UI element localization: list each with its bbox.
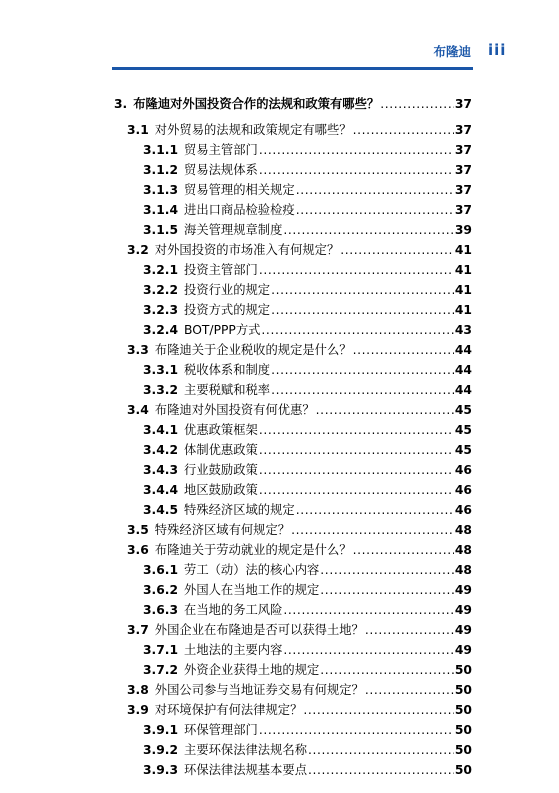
dot-leader — [353, 121, 454, 140]
toc-entry-title: 贸易管理的相关规定 — [184, 183, 295, 197]
toc-entry-title: 在当地的务工风险 — [184, 603, 283, 617]
dot-leader — [308, 761, 454, 780]
toc-entry-page: 39 — [454, 223, 472, 237]
dot-leader — [261, 321, 453, 340]
toc-entry-title: BOT/PPP方式 — [184, 323, 261, 337]
toc-entry-page: 50 — [454, 663, 472, 677]
toc-entry[interactable] — [143, 461, 472, 480]
toc-entry-number: 3.4.1 — [143, 423, 179, 437]
toc-entry[interactable] — [143, 221, 472, 240]
toc-entry-number: 3.6.3 — [143, 603, 179, 617]
toc-entry[interactable] — [143, 201, 472, 220]
toc-entry-page: 49 — [454, 623, 472, 637]
toc-entry-page: 50 — [454, 763, 472, 777]
toc-entry-title: 对外国投资的市场准入有何规定？ — [154, 243, 340, 257]
toc-entry-page: 46 — [454, 503, 472, 517]
toc-entry[interactable] — [143, 601, 472, 620]
dot-leader — [365, 621, 454, 640]
toc-entry-number: 3.7 — [127, 623, 149, 637]
toc-entry[interactable] — [143, 141, 472, 160]
toc-entry-page: 44 — [454, 363, 472, 377]
dot-leader — [259, 421, 454, 440]
toc-entry[interactable] — [127, 681, 472, 700]
dot-leader — [259, 461, 454, 480]
toc-entry[interactable] — [127, 401, 472, 420]
dot-leader — [296, 181, 454, 200]
dot-leader — [283, 641, 453, 660]
dot-leader — [283, 221, 453, 240]
dot-leader — [320, 561, 454, 580]
dot-leader — [271, 381, 454, 400]
toc-entry[interactable] — [143, 421, 472, 440]
toc-entry-page: 48 — [454, 563, 472, 577]
toc-entry-title: 贸易法规体系 — [184, 163, 258, 177]
toc-entry-number: 3.4.2 — [143, 443, 179, 457]
toc-entry-title: 地区鼓励政策 — [184, 483, 258, 497]
toc-entry-page: 46 — [454, 483, 472, 497]
toc-entry[interactable] — [143, 441, 472, 460]
toc-entry-title: 环保法律法规基本要点 — [184, 763, 307, 777]
dot-leader — [259, 481, 454, 500]
toc-entry-title: 外国人在当地工作的规定 — [184, 583, 320, 597]
toc-entry-number: 3.3 — [127, 343, 149, 357]
toc-entry[interactable] — [127, 541, 472, 560]
dot-leader — [296, 501, 454, 520]
dot-leader — [291, 521, 454, 540]
toc-entry-title: 体制优惠政策 — [184, 443, 258, 457]
toc-entry-number: 3.4 — [127, 403, 149, 417]
toc-entry[interactable] — [143, 321, 472, 340]
toc-entry-page: 49 — [454, 603, 472, 617]
toc-entry-title: 外资企业获得土地的规定 — [184, 663, 320, 677]
toc-entry-page: 49 — [454, 643, 472, 657]
toc-entry-page: 45 — [454, 443, 472, 457]
toc-entry-page: 45 — [454, 423, 472, 437]
toc-entry-number: 3.9 — [127, 703, 149, 717]
toc-entry-page: 48 — [454, 543, 472, 557]
toc-entry-page: 48 — [454, 523, 472, 537]
dot-leader — [271, 361, 454, 380]
toc-entry-number: 3.2 — [127, 243, 149, 257]
toc-entry-number: 3.7.2 — [143, 663, 179, 677]
toc-entry-page: 37 — [454, 163, 472, 177]
toc-entry-page: 37 — [454, 203, 472, 217]
toc-entry-page: 46 — [454, 463, 472, 477]
toc-entry-title: 特殊经济区域有何规定？ — [154, 523, 291, 537]
toc-entry[interactable] — [143, 561, 472, 580]
dot-leader — [296, 201, 454, 220]
toc-entry[interactable] — [143, 381, 472, 400]
dot-leader — [353, 541, 454, 560]
toc-entry-number: 3.3.1 — [143, 363, 179, 377]
toc-entry-number: 3.4.4 — [143, 483, 179, 497]
toc-entry[interactable] — [127, 521, 472, 540]
toc-entry-number: 3.1.3 — [143, 183, 179, 197]
dot-leader — [353, 341, 454, 360]
toc-entry[interactable] — [127, 701, 472, 720]
toc-entry-page: 37 — [454, 123, 472, 137]
toc-entry-number: 3.6 — [127, 543, 149, 557]
toc-entry-title: 投资方式的规定 — [184, 303, 271, 317]
toc-entry[interactable] — [127, 621, 472, 640]
toc-entry-page: 50 — [454, 743, 472, 757]
toc-entry-number: 3.2.4 — [143, 323, 179, 337]
toc-entry-number: 3.1.5 — [143, 223, 179, 237]
toc-entry-page: 44 — [454, 343, 472, 357]
toc-entry[interactable] — [127, 121, 472, 140]
dot-leader — [271, 301, 454, 320]
toc-entry-title: 投资行业的规定 — [184, 283, 271, 297]
dot-leader — [316, 401, 454, 420]
toc-entry[interactable] — [143, 281, 472, 300]
toc-entry-title: 布隆迪关于劳动就业的规定是什么？ — [154, 543, 352, 557]
header-title: 布隆迪 — [433, 44, 471, 59]
toc-entry-title: 外国公司参与当地证券交易有何规定？ — [154, 683, 364, 697]
toc-entry[interactable] — [143, 301, 472, 320]
toc-entry[interactable] — [143, 641, 472, 660]
toc-entry-title: 主要环保法律法规名称 — [184, 743, 307, 757]
dot-leader — [259, 721, 454, 740]
toc-entry-number: 3.2.1 — [143, 263, 179, 277]
toc-entry-title: 行业鼓励政策 — [184, 463, 258, 477]
toc-entry-number: 3.1.2 — [143, 163, 179, 177]
toc-entry-number: 3.7.1 — [143, 643, 179, 657]
toc-entry-number: 3.1.4 — [143, 203, 179, 217]
toc-entry[interactable] — [127, 241, 472, 260]
toc-entry[interactable] — [114, 95, 472, 114]
toc-entry[interactable] — [143, 181, 472, 200]
toc-entry-number: 3. — [114, 97, 128, 111]
toc-entry-number: 3.4.5 — [143, 503, 179, 517]
toc-entry-number: 3.1.1 — [143, 143, 179, 157]
toc-entry[interactable] — [143, 481, 472, 500]
toc-entry-number: 3.2.3 — [143, 303, 179, 317]
toc-entry-title: 土地法的主要内容 — [184, 643, 283, 657]
toc-entry-title: 布隆迪对外国投资合作的法规和政策有哪些？ — [133, 97, 380, 111]
toc-entry-page: 50 — [454, 723, 472, 737]
toc-entry-title: 特殊经济区域的规定 — [184, 503, 295, 517]
toc-entry-number: 3.5 — [127, 523, 149, 537]
toc-entry-page: 50 — [454, 703, 472, 717]
toc-entry[interactable] — [143, 761, 472, 780]
header-divider — [112, 67, 473, 70]
toc-entry-number: 3.6.2 — [143, 583, 179, 597]
dot-leader — [283, 601, 453, 620]
toc-entry-number: 3.8 — [127, 683, 149, 697]
toc-entry-title: 布隆迪关于企业税收的规定是什么？ — [154, 343, 352, 357]
toc-entry-page: 41 — [454, 303, 472, 317]
dot-leader — [365, 681, 454, 700]
toc-entry-title: 对环境保护有何法律规定？ — [154, 703, 303, 717]
toc-entry-page: 44 — [454, 383, 472, 397]
toc-entry-title: 布隆迪对外国投资有何优惠？ — [154, 403, 315, 417]
toc-entry-title: 优惠政策框架 — [184, 423, 258, 437]
toc-entry[interactable] — [143, 161, 472, 180]
toc-entry-title: 环保管理部门 — [184, 723, 258, 737]
dot-leader — [320, 661, 454, 680]
dot-leader — [259, 141, 454, 160]
dot-leader — [271, 281, 454, 300]
dot-leader — [340, 241, 454, 260]
toc-entry-number: 3.9.1 — [143, 723, 179, 737]
toc-entry-page: 45 — [454, 403, 472, 417]
toc-entry-page: 37 — [454, 97, 472, 111]
toc-entry-title: 投资主管部门 — [184, 263, 258, 277]
toc-entry-page: 50 — [454, 683, 472, 697]
toc-entry[interactable] — [143, 741, 472, 760]
toc-entry[interactable] — [143, 261, 472, 280]
dot-leader — [303, 701, 454, 720]
dot-leader — [259, 441, 454, 460]
toc-entry[interactable] — [143, 501, 472, 520]
toc-entry-title: 外国企业在布隆迪是否可以获得土地？ — [154, 623, 364, 637]
dot-leader — [380, 95, 454, 114]
toc-entry-page: 41 — [454, 283, 472, 297]
toc-entry-number: 3.9.2 — [143, 743, 179, 757]
dot-leader — [259, 161, 454, 180]
toc-entry[interactable] — [143, 721, 472, 740]
toc-entry-number: 3.3.2 — [143, 383, 179, 397]
toc-entry[interactable] — [143, 361, 472, 380]
toc-entry-page: 37 — [454, 143, 472, 157]
toc-entry-title: 对外贸易的法规和政策规定有哪些？ — [154, 123, 352, 137]
toc-entry-page: 43 — [454, 323, 472, 337]
toc-entry-title: 海关管理规章制度 — [184, 223, 283, 237]
toc-entry-page: 49 — [454, 583, 472, 597]
toc-entry-number: 3.6.1 — [143, 563, 179, 577]
dot-leader — [308, 741, 454, 760]
toc-entry[interactable] — [143, 661, 472, 680]
toc-entry-page: 41 — [454, 243, 472, 257]
toc-entry-number: 3.9.3 — [143, 763, 179, 777]
toc-entry-title: 税收体系和制度 — [184, 363, 271, 377]
toc-entry[interactable] — [143, 581, 472, 600]
toc-entry[interactable] — [127, 341, 472, 360]
toc-entry-title: 贸易主管部门 — [184, 143, 258, 157]
toc-entry-number: 3.4.3 — [143, 463, 179, 477]
toc-entry-number: 3.2.2 — [143, 283, 179, 297]
toc-entry-title: 进出口商品检验检疫 — [184, 203, 295, 217]
toc-entry-page: 41 — [454, 263, 472, 277]
dot-leader — [259, 261, 454, 280]
page-number: iii — [488, 41, 507, 59]
dot-leader — [320, 581, 454, 600]
toc-entry-title: 劳工（动）法的核心内容 — [184, 563, 320, 577]
toc-entry-page: 37 — [454, 183, 472, 197]
toc-entry-number: 3.1 — [127, 123, 149, 137]
toc-entry-title: 主要税赋和税率 — [184, 383, 271, 397]
